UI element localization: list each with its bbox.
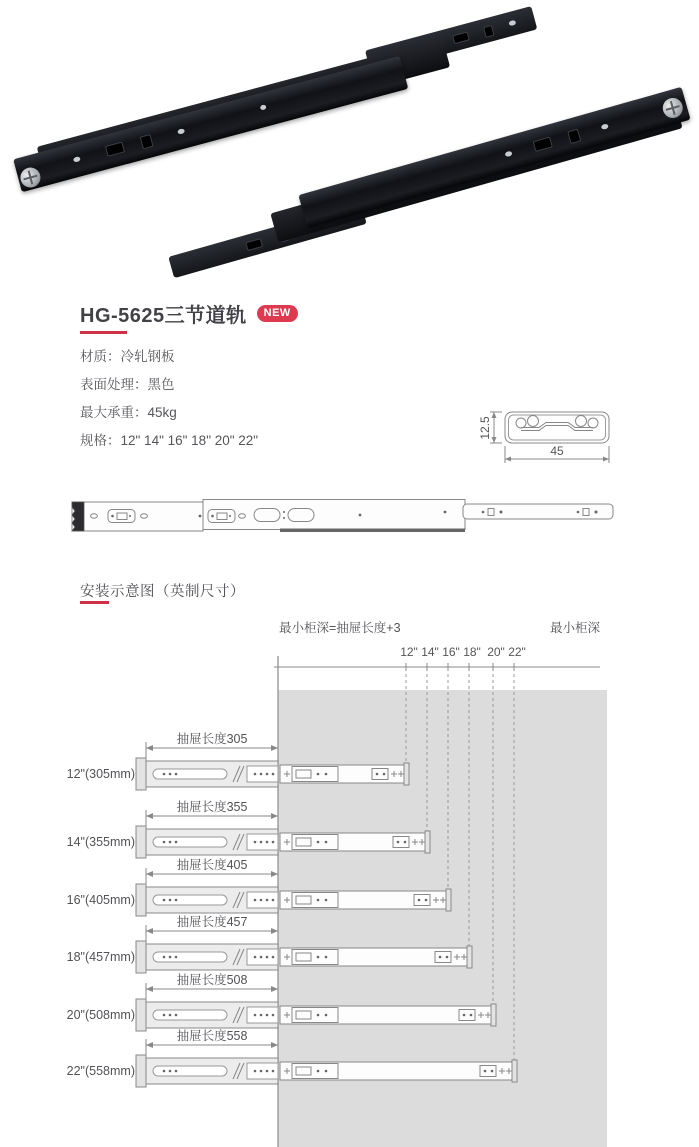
drawer-length-label: 抽屉长度405 xyxy=(176,858,248,872)
spec-list xyxy=(80,343,258,455)
spec-material: 材质：冷轧钢板 xyxy=(80,349,175,364)
tick-label-12": 12" xyxy=(400,645,418,659)
spec-load: 最大承重：45kg xyxy=(80,405,177,420)
row-size-label: 16"(405mm) xyxy=(66,893,135,907)
tick-label-22": 22" xyxy=(508,645,526,659)
drawer-length-label: 抽屉长度508 xyxy=(176,973,248,987)
tick-label-14": 14" xyxy=(421,645,439,659)
row-size-label: 20"(508mm) xyxy=(66,1008,135,1022)
product-title-row xyxy=(80,299,298,328)
slide-line-drawing xyxy=(60,492,660,538)
min-depth-label: 最小柜深 xyxy=(549,621,600,635)
cross-section-width: 45 xyxy=(550,444,564,458)
slide-outer-rail xyxy=(13,56,408,192)
min-depth-formula-label: 最小柜深=抽屉长度+3 xyxy=(279,621,401,635)
drawer-length-label: 抽屉长度457 xyxy=(176,915,248,929)
title-underline xyxy=(80,331,127,334)
installation-diagram xyxy=(0,608,699,1147)
install-heading: 安装示意图（英制尺寸） xyxy=(80,584,245,600)
spec-sizes: 规格：12" 14" 16" 18" 20" 22" xyxy=(80,433,259,448)
tick-label-20": 20" xyxy=(487,645,505,659)
new-badge: NEW xyxy=(257,305,298,322)
tick-label-16": 16" xyxy=(442,645,460,659)
spec-finish: 表面处理：黑色 xyxy=(80,377,175,392)
row-size-label: 14"(355mm) xyxy=(66,835,135,849)
cross-section-height: 12.5 xyxy=(478,416,492,440)
tick-label-18": 18" xyxy=(463,645,481,659)
row-size-label: 18"(457mm) xyxy=(66,950,135,964)
page-title: HG-5625三节道轨 xyxy=(80,305,247,327)
drawer-length-label: 抽屉长度355 xyxy=(176,800,248,814)
row-size-label: 12"(305mm) xyxy=(66,767,135,781)
row-size-label: 22"(558mm) xyxy=(66,1064,135,1078)
cross-section-diagram xyxy=(477,396,647,480)
product-photo xyxy=(0,0,699,290)
drawer-length-label: 抽屉长度558 xyxy=(176,1029,248,1043)
drawer-length-label: 抽屉长度305 xyxy=(176,732,248,746)
install-heading-underline xyxy=(80,601,109,604)
slide-outer-rail xyxy=(298,87,690,228)
